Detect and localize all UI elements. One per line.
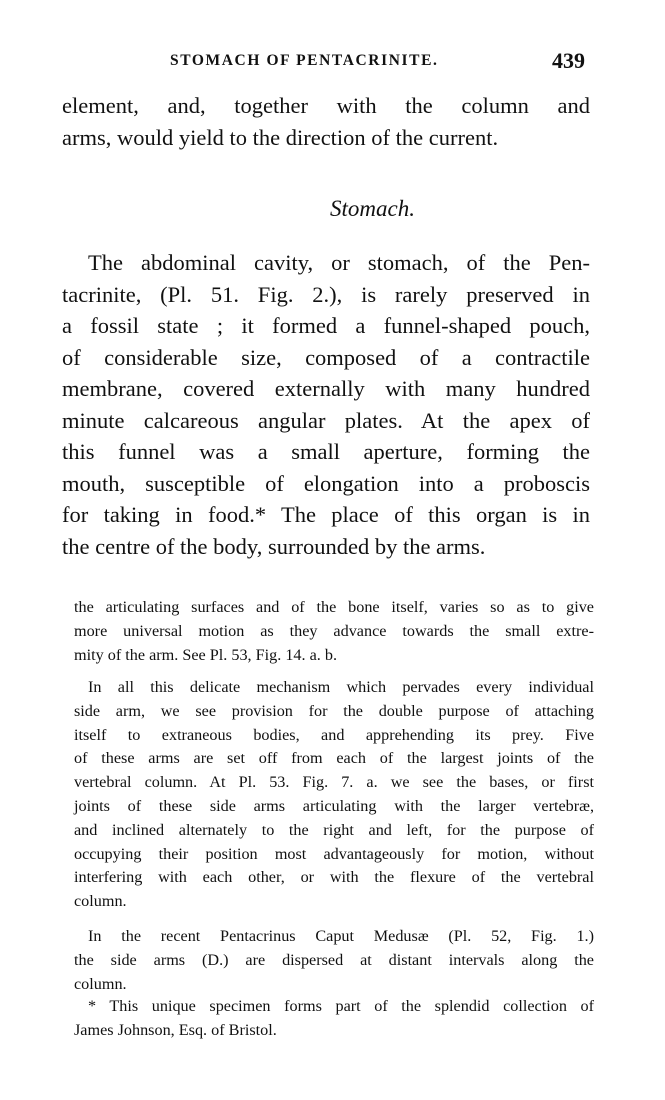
- footnote: [74, 995, 594, 1043]
- text-line: membrane, covered externally with many hundred: [62, 376, 590, 401]
- text-line: tacrinite, (Pl. 51. Fig. 2.), is rarely preserved in: [62, 281, 590, 307]
- text-line: element, and, together with the column and: [62, 93, 590, 118]
- text-line: James Johnson, Esq. of Bristol.: [74, 1020, 277, 1039]
- text-line: and inclined alternately to the right and left, for the purpose of: [74, 820, 594, 839]
- page-number: 439: [552, 48, 585, 73]
- text-line: minute calcareous angular plates. At the apex of: [62, 407, 590, 433]
- text-line: In the recent Pentacrinus Caput Medusæ (Pl. 52, Fig. 1.): [88, 927, 594, 945]
- text-line: joints of these side arms articulating with the larger vertebræ,: [74, 796, 594, 815]
- text-line: more universal motion as they advance towards the small extre-: [74, 621, 594, 640]
- note-paragraph-3: [74, 925, 594, 996]
- text-line: for taking in food.* The place of this organ is in: [62, 502, 590, 527]
- text-line: column.: [74, 892, 127, 911]
- text-line: the articulating surfaces and of the bone itself, varies so as to give: [74, 598, 594, 616]
- continuation-paragraph: [62, 90, 590, 153]
- running-head: [60, 48, 585, 78]
- text-line: The abdominal cavity, or stomach, of the Pen-: [88, 250, 590, 275]
- text-line: column.: [74, 974, 127, 993]
- text-line: of these arms are set off from each of the largest joints of the: [74, 749, 594, 768]
- text-line: this funnel was a small aperture, forming the: [62, 439, 590, 464]
- text-line: itself to extraneous bodies, and apprehending its prey. Five: [74, 725, 594, 744]
- text-line: the side arms (D.) are dispersed at distant intervals along the: [74, 950, 594, 969]
- text-line: * This unique specimen forms part of the splendid collection of: [88, 997, 594, 1015]
- text-line: arms, would yield to the direction of the current.: [62, 124, 499, 150]
- text-line: In all this delicate mechanism which pervades every individual: [88, 678, 594, 696]
- text-line: mity of the arm. See Pl. 53, Fig. 14. a. b.: [74, 645, 338, 664]
- text-line: the centre of the body, surrounded by the arms.: [62, 533, 486, 559]
- text-line: interfering with each other, or with the flexure of the vertebral: [74, 868, 594, 887]
- running-title: STOMACH OF PENTACRINITE.: [170, 52, 439, 69]
- note-paragraph-2: [74, 676, 594, 914]
- text-line: occupying their position most advantageously for motion, without: [74, 844, 594, 863]
- text-line: side arm, we see provision for the double purpose of attaching: [74, 701, 594, 720]
- main-paragraph: [62, 247, 590, 562]
- text-line: mouth, susceptible of elongation into a proboscis: [62, 470, 590, 496]
- note-paragraph-1: [74, 596, 594, 667]
- text-line: of considerable size, composed of a contractile: [62, 344, 590, 370]
- text-line: a fossil state ; it formed a funnel-shaped pouch,: [62, 313, 590, 338]
- section-heading: Stomach.: [330, 196, 415, 221]
- text-line: vertebral column. At Pl. 53. Fig. 7. a. we see the bases, or first: [74, 773, 594, 792]
